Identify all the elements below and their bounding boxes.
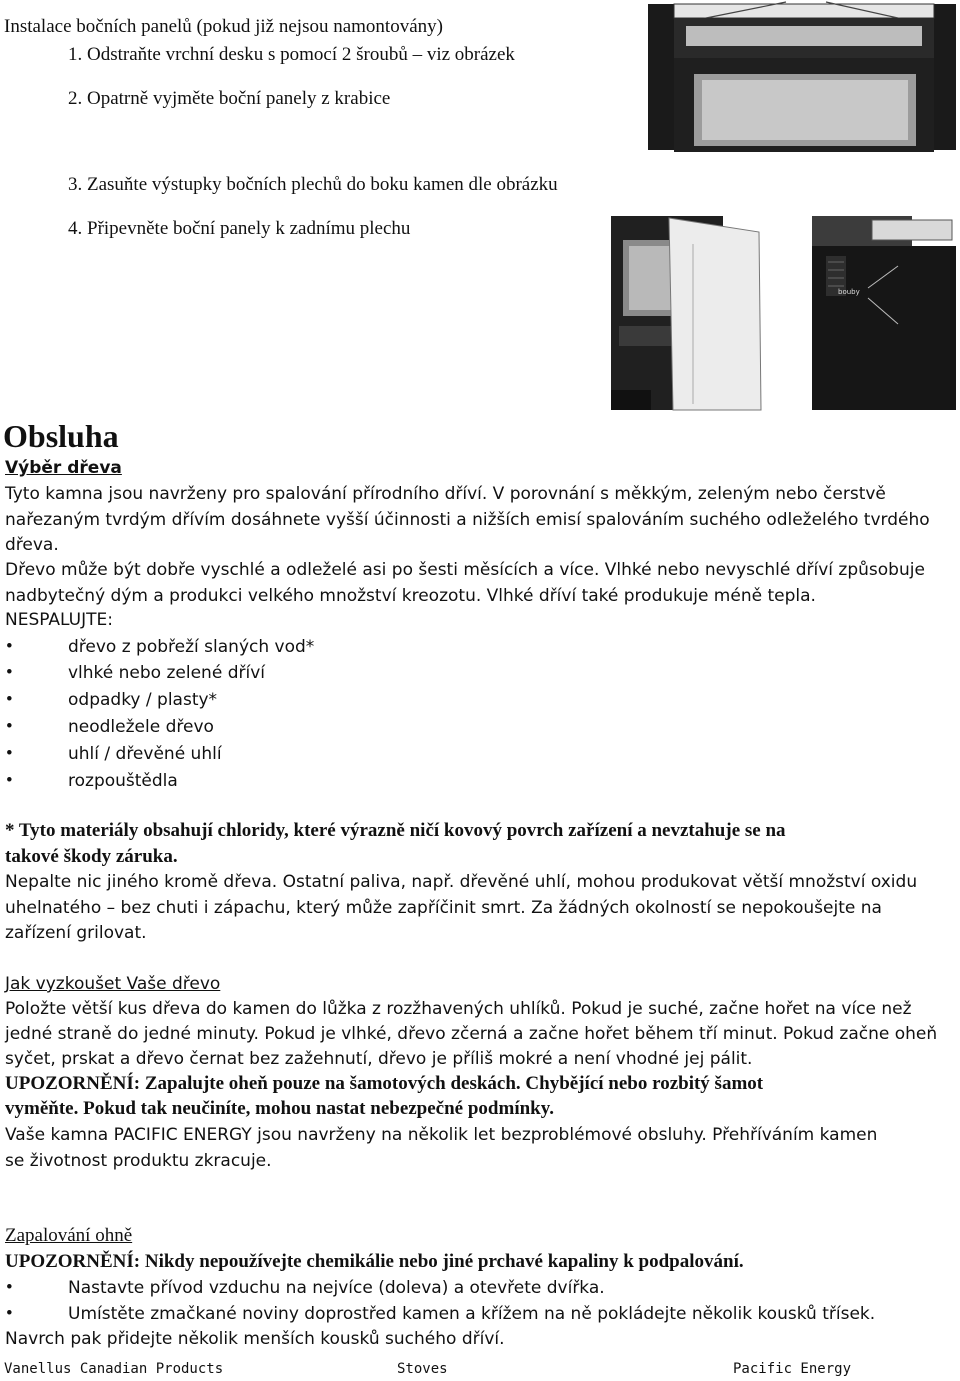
- closing-line-2: se životnost produktu zkracuje.: [5, 1151, 272, 1171]
- footer-left: Vanellus Canadian Products: [4, 1361, 224, 1377]
- ignite-step-1: Nastavte přívod vzduchu na nejvíce (doleva) a otevřete dvířka.: [68, 1278, 605, 1298]
- bullet-6: •: [6, 770, 13, 791]
- obsluha-line-2: nařezaným tvrdým dřívím dosáhnete vyšší účinnosti a nižších emisí spalováním suchého odleželého tvrdého: [5, 510, 930, 530]
- install-step-1: 1. Odstraňte vrchní desku s pomocí 2 šroubů – viz obrázek: [68, 44, 515, 65]
- obsluha-line-1: Tyto kamna jsou navrženy pro spalování přírodního dříví. V porovnání s měkkým, zeleným nebo čerstvě: [5, 484, 886, 504]
- install-heading: Instalace bočních panelů (pokud již nejsou namontovány): [4, 16, 443, 37]
- bullet-3: •: [6, 689, 13, 710]
- obsluha-line-5: nadbytečný dým a produkci velkého množství kreozotu. Vlhké dříví také produkuje méně tepla.: [5, 586, 816, 606]
- chamotte-warning-line-2: vyměňte. Pokud tak neučiníte, mohou nastat nebezpečné podmínky.: [5, 1098, 554, 1119]
- test-title: Jak vyzkoušet Vaše dřevo: [5, 974, 221, 994]
- other-fuels-line-2: uhelnatého – bez chuti i zápachu, který může zapříčinit smrt. Za žádných okolností se nepokoušejte na: [5, 898, 882, 918]
- chloride-warning-line-2: takové škody záruka.: [5, 846, 178, 867]
- nespalujte-item-6: rozpouštědla: [68, 771, 178, 791]
- section-title-obsluha: Obsluha: [3, 418, 119, 454]
- install-step-2: 2. Opatrně vyjměte boční panely z krabice: [68, 88, 391, 109]
- ignite-step-2: Umístěte zmačkané noviny doprostřed kamen a křížem na ně pokládejte několik kousků třísek.: [68, 1304, 876, 1324]
- nespalujte-label: NESPALUJTE:: [5, 610, 113, 630]
- test-line-2: jedné straně do jedné minuty. Pokud je vlhké, dřevo zčerná a začne hořet během tří minut. Pokud začne oheň: [5, 1024, 938, 1044]
- test-line-3: syčet, prskat a dřevo černat bez zažehnutí, dřevo je příliš mokré a není vhodné jej pálit.: [5, 1049, 753, 1069]
- stove-top-figure: [646, 0, 958, 152]
- bullet-4: •: [6, 716, 13, 737]
- other-fuels-line-1: Nepalte nic jiného kromě dřeva. Ostatní paliva, např. dřevěné uhlí, mohou produkovat větší množství oxidu: [5, 872, 918, 892]
- other-fuels-line-3: zařízení grilovat.: [5, 923, 147, 943]
- ignite-last-line: Navrch pak přidejte několik menších kousků suchého dříví.: [5, 1329, 505, 1349]
- bullet-2: •: [6, 662, 13, 683]
- nespalujte-item-1: dřevo z pobřeží slaných vod*: [68, 637, 315, 657]
- footer-right: Pacific Energy: [733, 1361, 852, 1377]
- chloride-warning-line-1: * Tyto materiály obsahují chloridy, které výrazně ničí kovový povrch zařízení a nevztahuje se na: [5, 820, 786, 841]
- stove-label: bouby: [838, 288, 860, 296]
- nespalujte-item-3: odpadky / plasty*: [68, 690, 218, 710]
- ignite-bullet-2: •: [6, 1303, 13, 1324]
- subtitle-vyber-dreva: Výběr dřeva: [5, 458, 122, 478]
- test-line-1: Položte větší kus dřeva do kamen do lůžka z rozžhavených uhlíků. Pokud je suché, začne hořet na více než: [5, 999, 912, 1019]
- ignite-warning: UPOZORNĚNÍ: Nikdy nepoužívejte chemikálie nebo jiné prchavé kapaliny k podpalování.: [5, 1251, 744, 1272]
- nespalujte-item-4: neodležele dřevo: [68, 717, 214, 737]
- closing-line-1: Vaše kamna PACIFIC ENERGY jsou navrženy na několik let bezproblémové obsluhy. Přehříváním kamen: [5, 1125, 878, 1145]
- nespalujte-item-5: uhlí / dřevěné uhlí: [68, 744, 222, 764]
- install-step-4: 4. Připevněte boční panely k zadnímu plechu: [68, 218, 411, 239]
- nespalujte-item-2: vlhké nebo zelené dříví: [68, 663, 265, 683]
- obsluha-line-3: dřeva.: [5, 535, 59, 555]
- obsluha-line-4: Dřevo může být dobře vyschlé a odleželé asi po šesti měsících a více. Vlhké nebo nevyschlé dříví způsobuje: [5, 560, 925, 580]
- ignite-title: Zapalování ohně: [5, 1225, 133, 1246]
- chamotte-warning-line-1: UPOZORNĚNÍ: Zapalujte oheň pouze na šamotových deskách. Chybějící nebo rozbitý šamot: [5, 1073, 764, 1094]
- side-view-figure: [808, 214, 960, 412]
- side-panel-figure: [609, 214, 769, 412]
- ignite-bullet-1: •: [6, 1277, 13, 1298]
- footer-center: Stoves: [397, 1361, 448, 1377]
- bullet-5: •: [6, 743, 13, 764]
- install-step-3: 3. Zasuňte výstupky bočních plechů do boku kamen dle obrázku: [68, 174, 558, 195]
- bullet-1: •: [6, 636, 13, 657]
